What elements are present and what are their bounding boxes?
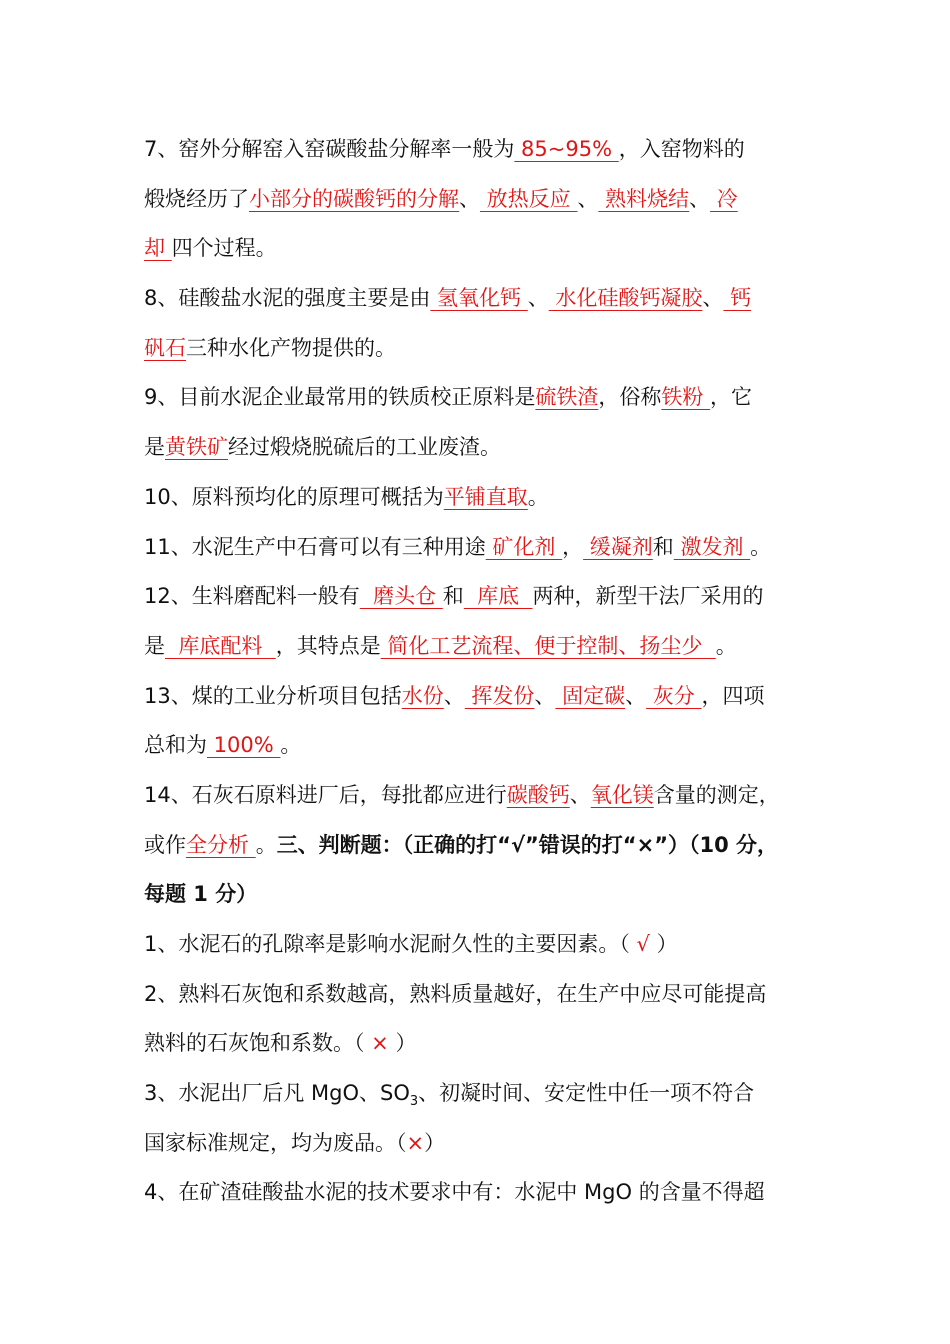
q8-line-2 <box>144 324 814 374</box>
check-mark: √ <box>629 932 657 956</box>
q14-text: 含量的测定， <box>653 782 780 807</box>
q9-text: ，俗称 <box>598 385 662 410</box>
q8-text: 三种水化产物提供的。 <box>186 335 396 360</box>
q7-answer-2: 小部分的碳酸钙的分解 <box>249 186 459 211</box>
q8-text: 、 <box>702 286 724 311</box>
so3-subscript: 3 <box>409 1094 419 1110</box>
j2-line-2 <box>144 1019 814 1069</box>
q8-answer-1: 氢氧化钙 <box>430 286 528 311</box>
q12-text: 和 <box>442 584 464 609</box>
q7-answer-4: 熟料烧结 <box>598 186 690 211</box>
j4-line-1 <box>144 1168 814 1218</box>
q10-line-1 <box>144 473 814 523</box>
q13-line-1 <box>144 672 814 722</box>
q12-text: 是 <box>144 633 165 658</box>
q8-answer-3: 钙 <box>723 286 752 311</box>
q13-answer-2: 挥发份 <box>464 683 535 708</box>
q8-answer-2: 水化硅酸钙凝胶 <box>548 286 703 311</box>
q12-answer-2: 库底 <box>463 584 533 609</box>
j3-text: 3、水泥出厂后凡 MgO、SO <box>144 1081 410 1106</box>
j3-line-2 <box>144 1119 814 1169</box>
section-heading-cont: 每题 1 分） <box>144 882 258 907</box>
q7-text: 、 <box>689 186 711 211</box>
j3-text: 国家标准规定，均为废品。（ <box>144 1130 407 1155</box>
q11-line-1 <box>144 523 814 573</box>
q7-text: 四个过程。 <box>171 236 277 261</box>
q12-text: 。 <box>715 633 737 658</box>
q11-text: 和 <box>652 534 674 559</box>
q7-text: 7、窑外分解窑入窑碳酸盐分解率一般为 <box>144 137 515 161</box>
q13-text: 、 <box>625 683 647 708</box>
document-body <box>144 125 814 1218</box>
q7-text: 煅烧经历了 <box>144 186 249 211</box>
cross-mark: × <box>364 1031 396 1056</box>
q13-answer-3: 固定碳 <box>555 683 626 708</box>
j2-text: 熟料的石灰饱和系数。（ <box>144 1031 365 1056</box>
q8-line-1 <box>144 274 814 324</box>
j3-line-1 <box>144 1069 814 1119</box>
q9-answer-1: 硫铁渣 <box>535 385 599 410</box>
q7-answer-1: 85~95% <box>514 137 619 161</box>
q10-answer-1: 平铺直取 <box>443 484 528 509</box>
j1-close: ） <box>656 932 678 956</box>
q10-text: 10、原料预均化的原理可概括为 <box>144 484 444 509</box>
q13-text: ，四项 <box>701 683 765 708</box>
q7-text: 、 <box>577 186 599 211</box>
q12-text: 两种，新型干法厂采用的 <box>532 584 764 609</box>
q8-text: 、 <box>527 286 549 311</box>
q11-answer-1: 矿化剂 <box>485 534 563 559</box>
q7-answer-5-cont: 却 <box>144 236 172 261</box>
j2-close: ） <box>395 1031 417 1056</box>
j4-text: 4、在矿渣硅酸盐水泥的技术要求中有：水泥中 MgO 的含量不得超 <box>144 1180 765 1205</box>
q13-text: 。 <box>280 733 302 758</box>
q7-line-2 <box>144 175 814 225</box>
q13-text: 13、煤的工业分析项目包括 <box>144 683 402 708</box>
q7-answer-3: 放热反应 <box>480 186 578 211</box>
q10-text: 。 <box>527 484 549 509</box>
j2-line-1 <box>144 970 814 1020</box>
q13-text: 总和为 <box>144 733 207 758</box>
q14-line-1 <box>144 771 814 821</box>
q11-text: ， <box>562 534 584 559</box>
cross-mark: × <box>406 1130 425 1155</box>
q7-answer-5: 冷 <box>710 186 738 211</box>
q7-line-1 <box>144 125 814 175</box>
q14-answer-1: 碳酸钙 <box>506 782 570 807</box>
q14-answer-3: 全分析 <box>186 832 256 857</box>
q14-text: 、 <box>569 782 591 807</box>
j1-line-1 <box>144 920 814 970</box>
q7-text: 、 <box>459 186 480 211</box>
j1-text: 1、水泥石的孔隙率是影响水泥耐久性的主要因素。（ <box>144 932 630 956</box>
q11-text: 11、水泥生产中石膏可以有三种用途 <box>144 534 486 559</box>
q9-answer-3: 黄铁矿 <box>165 435 228 460</box>
q12-text: 12、生料磨配料一般有 <box>144 584 360 609</box>
q9-line-1 <box>144 373 814 423</box>
q7-text: ，入窑物料的 <box>618 137 745 161</box>
q11-answer-3: 激发剂 <box>673 534 751 559</box>
q9-text: ，它 <box>710 385 753 410</box>
q14-text: 。 <box>255 832 277 857</box>
j3-close: ） <box>424 1130 446 1155</box>
q12-text: ，其特点是 <box>275 633 381 658</box>
section-heading-line-2 <box>144 870 814 920</box>
q12-answer-3: 库底配料 <box>165 633 276 658</box>
q12-line-2 <box>144 622 814 672</box>
q14-line-2 <box>144 821 814 871</box>
q9-text: 经过煅烧脱硫后的工业废渣。 <box>228 435 501 460</box>
q12-answer-1: 磨头仓 <box>359 584 443 609</box>
q11-text: 。 <box>750 534 772 559</box>
q8-answer-3-cont: 矾石 <box>144 335 186 360</box>
q9-text: 9、目前水泥企业最常用的铁质校正原料是 <box>144 385 536 410</box>
q13-text: 、 <box>443 683 465 708</box>
q14-text: 14、石灰石原料进厂后，每批都应进行 <box>144 782 507 807</box>
q13-answer-5: 100% <box>207 733 281 758</box>
q12-answer-4: 简化工艺流程、便于控制、扬尘少 <box>380 633 716 658</box>
q9-answer-2: 铁粉 <box>661 385 711 410</box>
section-heading: 三、判断题：（正确的打“√”错误的打“×”）（10 分， <box>276 832 779 857</box>
q8-text: 8、硅酸盐水泥的强度主要是由 <box>144 286 431 311</box>
q13-line-2 <box>144 721 814 771</box>
q13-answer-1: 水份 <box>401 683 444 708</box>
q9-text: 是 <box>144 435 165 460</box>
q13-answer-4: 灰分 <box>646 683 702 708</box>
q14-answer-2: 氧化镁 <box>590 782 654 807</box>
j3-text: 、初凝时间、安定性中任一项不符合 <box>418 1081 755 1106</box>
j2-text: 2、熟料石灰饱和系数越高，熟料质量越好，在生产中应尽可能提高 <box>144 981 767 1006</box>
q14-text: 或作 <box>144 832 186 857</box>
q9-line-2 <box>144 423 814 473</box>
q7-line-3 <box>144 224 814 274</box>
q13-text: 、 <box>534 683 556 708</box>
q11-answer-2: 缓凝剂 <box>583 534 653 559</box>
q12-line-1 <box>144 572 814 622</box>
